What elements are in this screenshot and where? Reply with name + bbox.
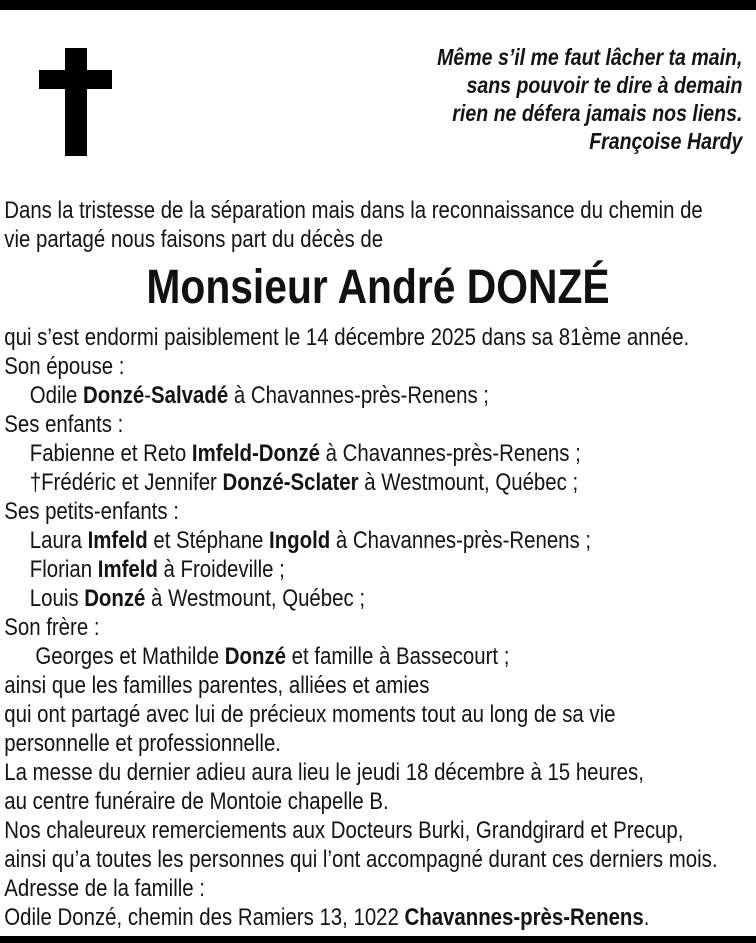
bottom-border-bar: [0, 936, 756, 943]
notice-line: ainsi qu’a toutes les personnes qui l’ont accompagné durant ces derniers mois.: [4, 846, 718, 873]
quote-author: Françoise Hardy: [589, 128, 743, 154]
notice-line: Georges et Mathilde Donzé et famille à Bassecourt ;: [29, 643, 510, 670]
notice-line: au centre funéraire de Montoie chapelle B.: [4, 788, 389, 815]
notice-line: Son frère :: [4, 614, 100, 641]
notice-line: qui s’est endormi paisiblement le 14 décembre 2025 dans sa 81ème année.: [4, 324, 690, 351]
notice-header: [0, 10, 756, 196]
notice-line: ainsi que les familles parentes, alliées et amies: [4, 672, 430, 699]
deceased-name-title: Monsieur André DONZÉ: [146, 261, 610, 314]
notice-line: Laura Imfeld et Stéphane Ingold à Chavannes-près-Renens ;: [29, 527, 592, 554]
notice-line: vie partagé nous faisons part du décès de: [4, 226, 384, 253]
notice-line: personnelle et professionnelle.: [4, 730, 281, 757]
notice-line: Son épouse :: [4, 353, 125, 380]
notice-line: Ses petits-enfants :: [4, 498, 179, 525]
top-border-bar: [0, 0, 756, 10]
memorial-quote: [0, 10, 756, 155]
notice-line: Odile Donzé-Salvadé à Chavannes-près-Renens ;: [29, 382, 489, 409]
quote-lines: [0, 43, 742, 127]
notice-line: Ses enfants :: [4, 411, 124, 438]
notice-line: Adresse de la famille :: [4, 875, 205, 902]
notice-line: Louis Donzé à Westmount, Québec ;: [29, 585, 365, 612]
notice-body: [0, 323, 756, 932]
notice-line: Dans la tristesse de la séparation mais dans la reconnaissance du chemin de: [4, 197, 703, 224]
notice-line: Fabienne et Reto Imfeld-Donzé à Chavannes-près-Renens ;: [29, 440, 581, 467]
announcement-intro: [0, 196, 756, 254]
notice-line: Même s’il me faut lâcher ta main,: [437, 44, 743, 70]
notice-line: La messe du dernier adieu aura lieu le jeudi 18 décembre à 15 heures,: [4, 759, 644, 786]
notice-line: †Frédéric et Jennifer Donzé-Sclater à Westmount, Québec ;: [29, 469, 579, 496]
notice-line: Nos chaleureux remerciements aux Docteurs Burki, Grandgirard et Precup,: [4, 817, 684, 844]
notice-line: rien ne défera jamais nos liens.: [452, 100, 743, 126]
notice-line: qui ont partagé avec lui de précieux moments tout au long de sa vie: [4, 701, 616, 728]
notice-line: sans pouvoir te dire à demain: [466, 72, 743, 98]
notice-line: Odile Donzé, chemin des Ramiers 13, 1022 Chavannes-près-Renens.: [4, 904, 650, 931]
notice-line: Florian Imfeld à Froideville ;: [29, 556, 285, 583]
